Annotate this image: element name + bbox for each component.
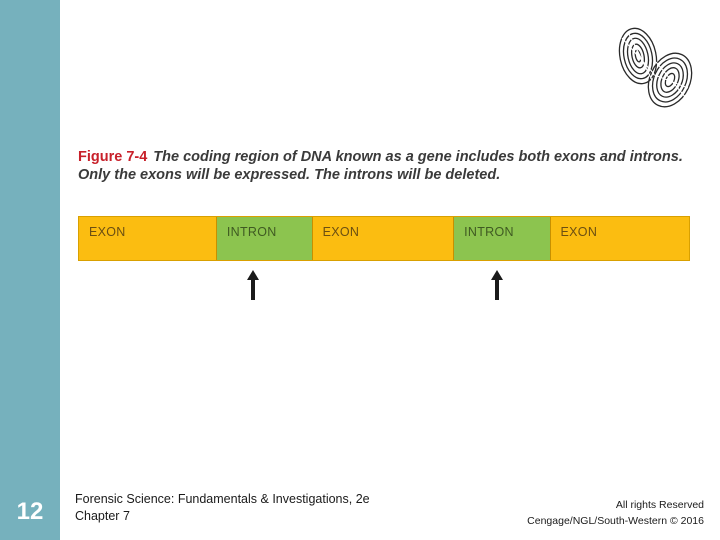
gene-segment-intron: INTRON [217,217,313,260]
intron-arrow-2 [491,270,503,300]
slide-number: 12 [16,498,44,525]
footer-copyright [527,497,704,529]
publisher-text: Cengage/NGL/South-Western © 2016 [527,515,704,527]
fingerprints-icon [608,18,700,114]
book-title: Forensic Science: Fundamentals & Investigations, 2e [75,492,370,506]
gene-segment-exon: EXON [551,217,689,260]
figure-label: Figure 7-4 [78,149,148,165]
gene-segment-intron: INTRON [454,217,550,260]
gene-diagram [78,216,690,261]
caption-line-1: The coding region of DNA known as a gene includes both exons and introns. [153,149,683,165]
chapter-label: Chapter 7 [75,509,130,523]
gene-segment-exon: EXON [313,217,455,260]
slide-sidebar [0,0,60,540]
gene-segment-exon: EXON [79,217,217,260]
figure-caption [78,148,698,184]
caption-line-2: Only the exons will be expressed. The introns will be deleted. [78,167,501,183]
footer-book-info [75,491,370,525]
rights-text: All rights Reserved [615,499,704,511]
intron-arrow-1 [247,270,259,300]
